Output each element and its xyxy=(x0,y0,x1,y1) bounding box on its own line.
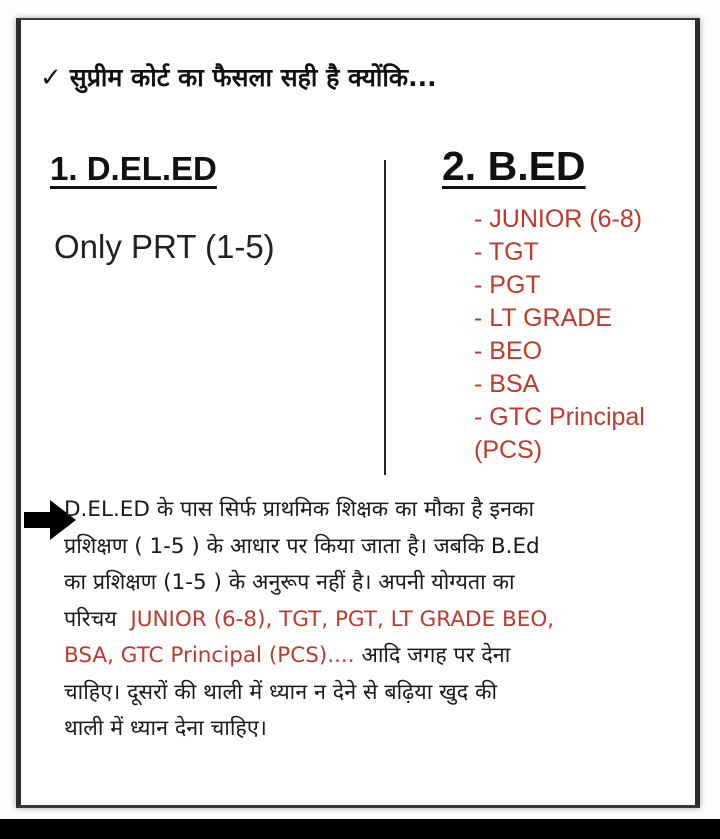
paragraph-text: परिचय xyxy=(64,606,131,632)
explanation-paragraph xyxy=(64,492,684,748)
paragraph-text: आदि जगह पर देना xyxy=(354,643,511,668)
bed-posts-list xyxy=(474,203,684,467)
paragraph-line: D.EL.ED के पास सिर्फ प्राथमिक शिक्षक का मौका है इनका xyxy=(64,497,535,522)
list-item: - BEO xyxy=(474,337,543,365)
list-item: - PGT xyxy=(474,271,541,299)
column-divider xyxy=(384,160,386,475)
bottom-bar xyxy=(0,819,720,839)
heading xyxy=(40,60,660,94)
paragraph-line: प्रशिक्षण ( 1-5 ) के आधार पर किया जाता है। जबकि B.Ed xyxy=(64,533,540,559)
checkmark-icon: ✓ xyxy=(40,63,62,93)
deled-scope: Only PRT (1-5) xyxy=(54,228,275,265)
deled-title: 1. D.EL.ED xyxy=(50,150,217,187)
list-item: - JUNIOR (6-8) xyxy=(474,205,643,233)
list-item: - TGT xyxy=(474,238,539,266)
highlight-posts: BSA, GTC Principal (PCS).... xyxy=(64,643,355,668)
paragraph-line: का प्रशिक्षण (1-5 ) के अनुरूप नहीं है। अपनी योग्यता का xyxy=(64,570,515,595)
paragraph-line: चाहिए। दूसरों की थाली में ध्यान न देने से बढ़िया खुद की xyxy=(64,679,498,705)
paragraph-line xyxy=(64,638,684,675)
list-item: - LT GRADE xyxy=(474,304,612,332)
list-item: (PCS) xyxy=(474,436,543,464)
list-item: - GTC Principal xyxy=(474,403,645,431)
paragraph-line xyxy=(64,602,684,639)
heading-text: सुप्रीम कोर्ट का फैसला सही है क्योंकि... xyxy=(69,63,437,92)
bed-title: 2. B.ED xyxy=(442,143,586,189)
list-item: - BSA xyxy=(474,370,540,398)
paragraph-line: थाली में ध्यान देना चाहिए। xyxy=(64,716,267,741)
highlight-posts: JUNIOR (6-8), TGT, PGT, LT GRADE BEO, xyxy=(130,606,555,632)
